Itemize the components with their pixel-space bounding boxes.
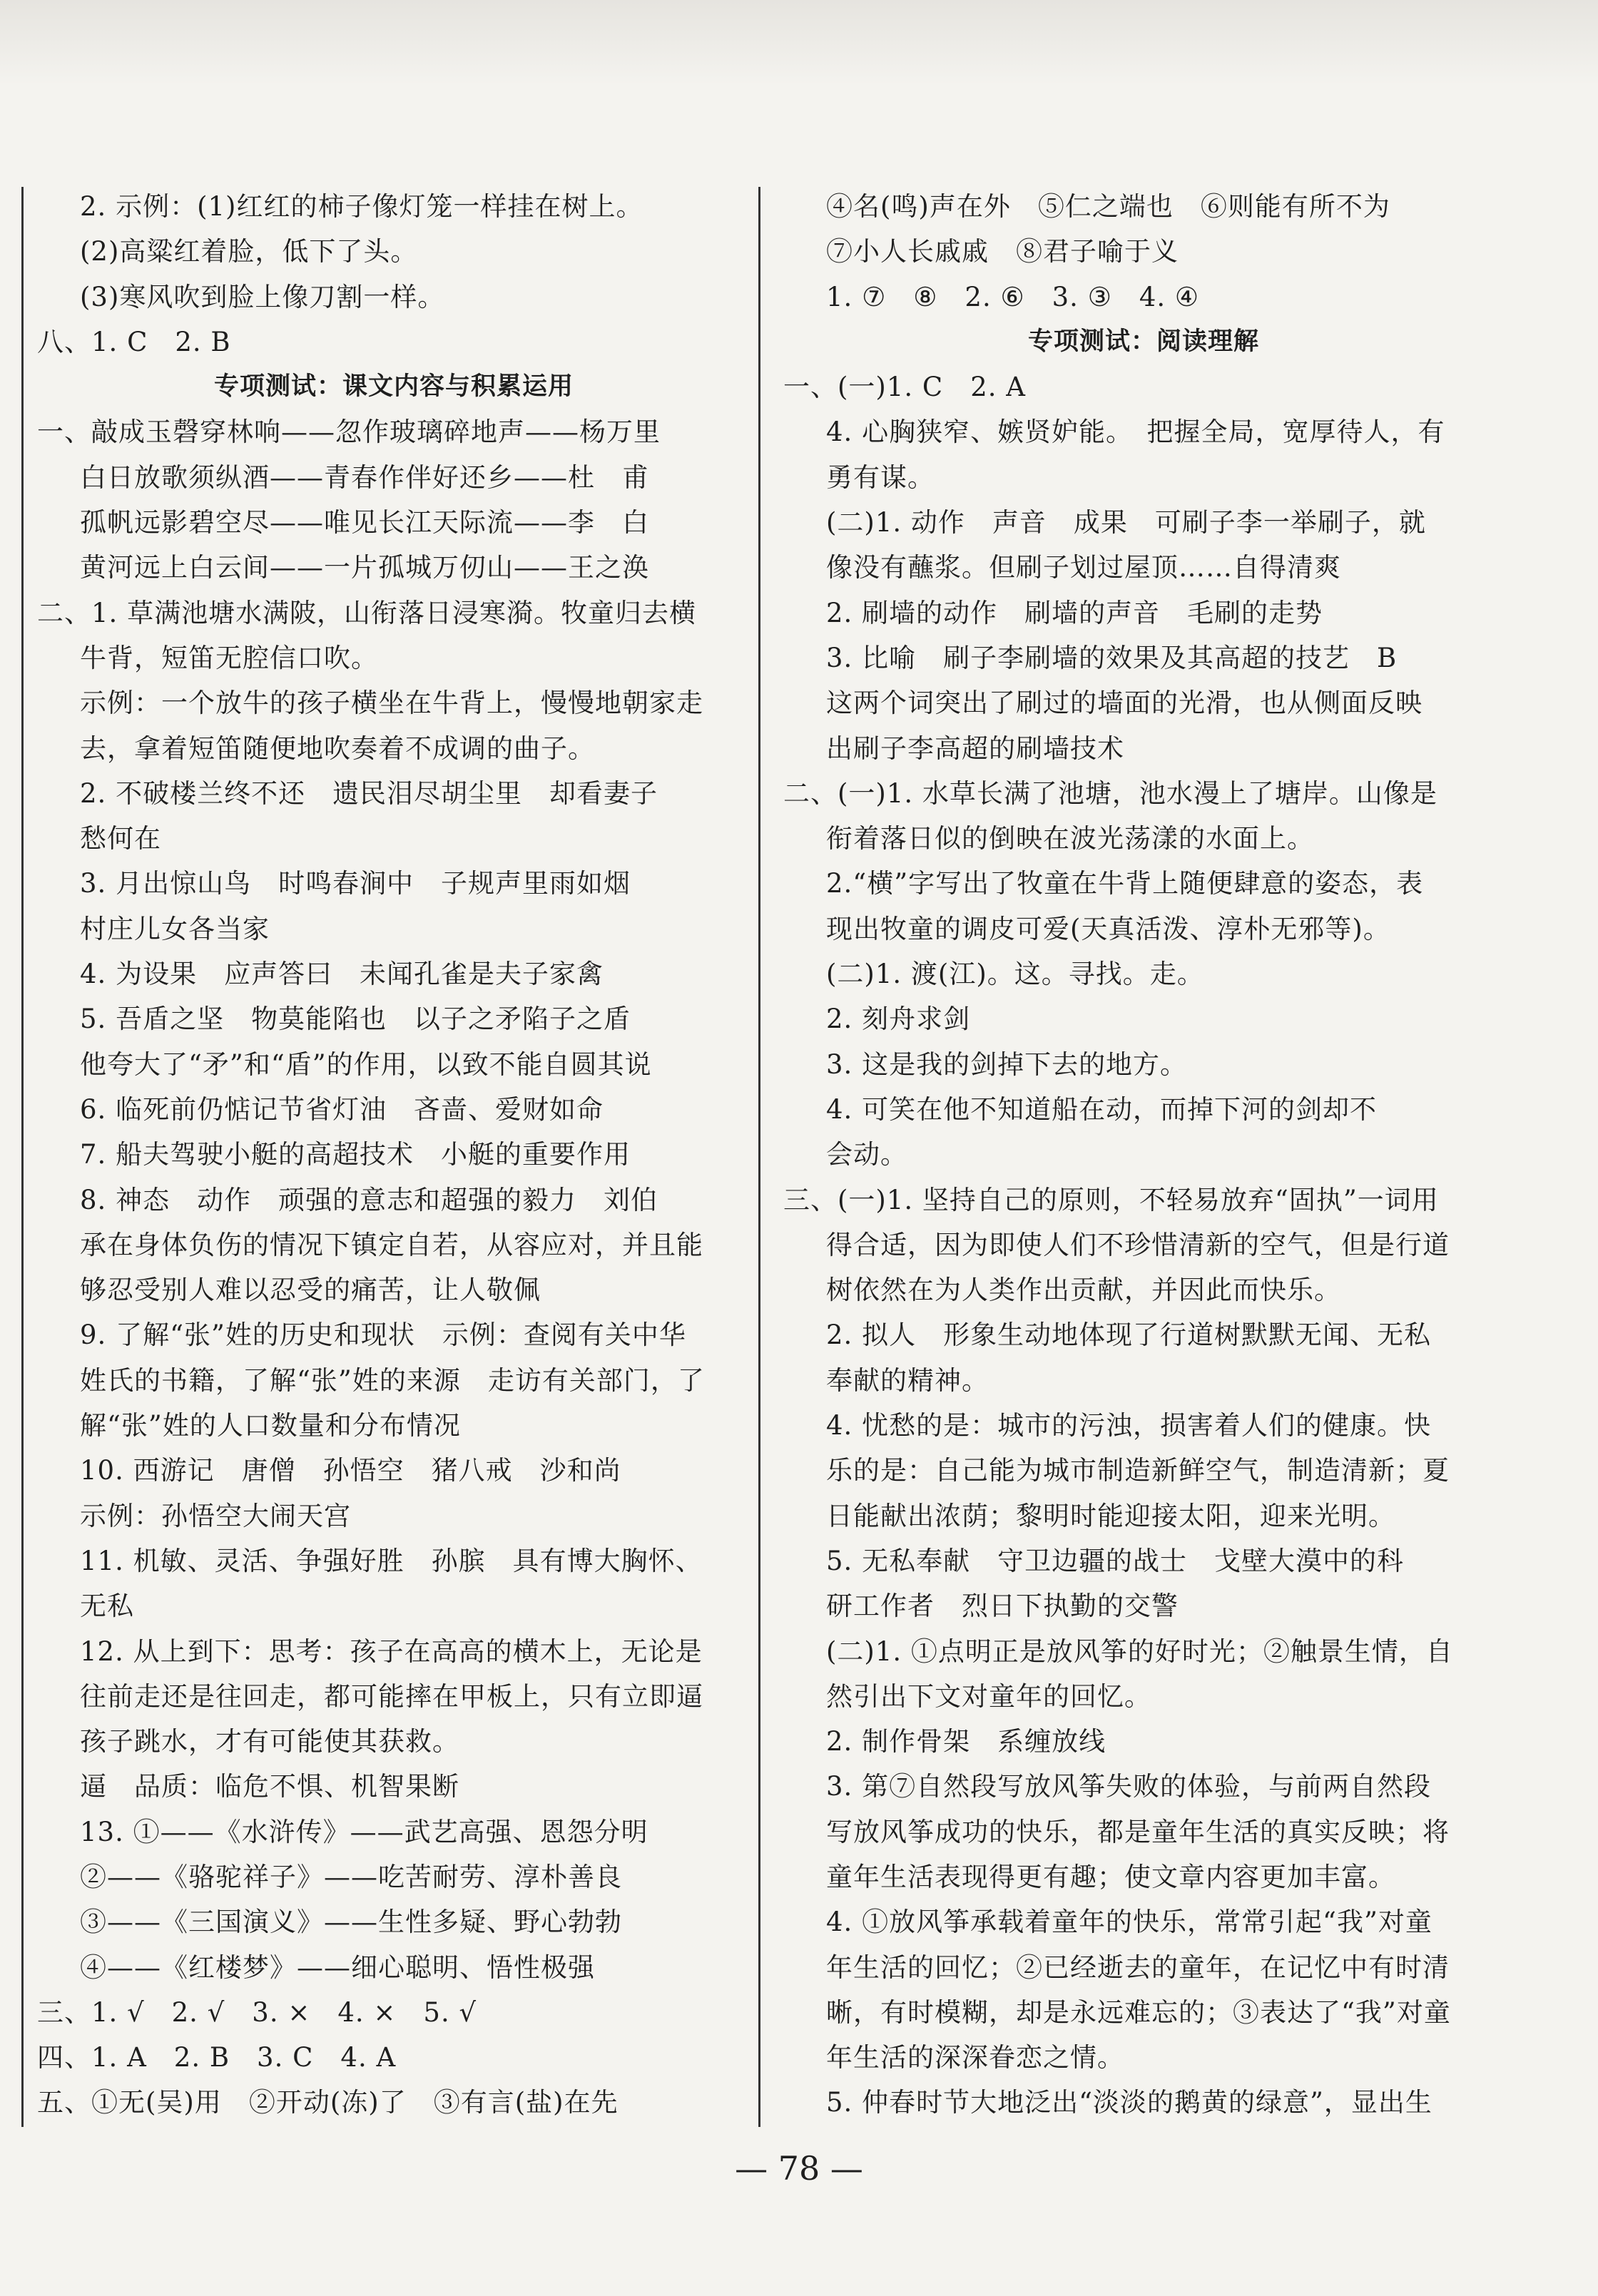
answer-line: 承在身体负伤的情况下镇定自若，从容应对，并且能 (80, 1229, 703, 1260)
answer-line: 这两个词突出了刷过的墙面的光滑，也从侧面反映 (826, 688, 1423, 719)
left-column (37, 184, 750, 2126)
answer-line: ④名(鸣)声在外 ⑤仁之端也 ⑥则能有所不为 (826, 191, 1390, 222)
answer-line: 11. 机敏、灵活、争强好胜 孙膑 具有博大胸怀、 (80, 1545, 703, 1576)
answer-line: 二、1. 草满池塘水满陂，山衔落日浸寒漪。牧童归去横 (37, 597, 697, 628)
answer-line: 2. 示例：(1)红红的柿子像灯笼一样挂在树上。 (80, 191, 643, 222)
answer-line: 一、敲成玉磬穿林响——忽作玻璃碎地声——杨万里 (37, 417, 661, 448)
answer-line: 2. 不破楼兰终不还 遗民泪尽胡尘里 却看妻子 (80, 777, 658, 809)
answer-line: 奉献的精神。 (826, 1364, 989, 1396)
section-heading: 专项测试：课文内容与积累运用 (213, 372, 574, 402)
answer-line: 4. 忧愁的是：城市的污浊，损害着人们的健康。快 (826, 1410, 1432, 1442)
answer-line: 五、①无(吴)用 ②开动(冻)了 ③有言(盐)在先 (37, 2087, 619, 2118)
answer-line: 2. 刻舟求剑 (826, 1004, 971, 1035)
answer-line: 示例：一个放牛的孩子横坐在牛背上，慢慢地朝家走 (80, 688, 703, 719)
answer-line: ③——《三国演义》——生性多疑、野心勃勃 (80, 1907, 622, 1938)
answer-line: 4. 可笑在他不知道船在动，而掉下河的剑却不 (826, 1093, 1378, 1125)
answer-line: 5. 吾盾之坚 物莫能陷也 以子之矛陷子之盾 (80, 1004, 631, 1035)
answer-line: 3. 比喻 刷子李刷墙的效果及其高超的技艺 B (826, 642, 1398, 673)
answer-line: 姓氏的书籍，了解“张”姓的来源 走访有关部门，了 (80, 1364, 705, 1396)
answer-line: 2.“横”字写出了牧童在牛背上随便肆意的姿态，表 (826, 868, 1424, 899)
answer-line: 3. 这是我的剑掉下去的地方。 (826, 1048, 1188, 1080)
answer-line: 衔着落日似的倒映在波光荡漾的水面上。 (826, 823, 1314, 854)
answer-line: (二)1. 渡(江)。这。寻找。走。 (826, 959, 1204, 990)
answer-line: 牛背，短笛无腔信口吹。 (80, 642, 378, 673)
answer-line: 3. 第⑦自然段写放风筝失败的体验，与前两自然段 (826, 1771, 1432, 1802)
answer-line: 往前走还是往回走，都可能摔在甲板上，只有立即逼 (80, 1680, 703, 1712)
section-heading: 专项测试：阅读理解 (1027, 327, 1259, 356)
answer-line: 年生活的回忆；②已经逝去的童年，在记忆中有时清 (826, 1951, 1450, 1983)
page-number: — 78 — (735, 2149, 863, 2188)
answer-line: 一、(一)1. C 2. A (783, 372, 1027, 403)
answer-line: 然引出下文对童年的回忆。 (826, 1680, 1151, 1712)
answer-line: 三、(一)1. 坚持自己的原则，不轻易放弃“固执”一词用 (783, 1184, 1439, 1215)
answer-line: 日能献出浓荫；黎明时能迎接太阳，迎来光明。 (826, 1500, 1395, 1531)
answer-line: (二)1. ①点明正是放风筝的好时光；②触景生情，自 (826, 1636, 1453, 1667)
answer-line: 7. 船夫驾驶小艇的高超技术 小艇的重要作用 (80, 1139, 631, 1170)
answer-line: 4. 为设果 应声答曰 未闻孔雀是夫子家禽 (80, 959, 604, 990)
answer-line: 3. 月出惊山鸟 时鸣春涧中 子规声里雨如烟 (80, 868, 631, 899)
answer-line: 孩子跳水，才有可能使其获救。 (80, 1726, 459, 1757)
answer-line: 9. 了解“张”姓的历史和现状 示例：查阅有关中华 (80, 1320, 686, 1351)
answer-line: (二)1. 动作 声音 成果 可刷子李一举刷子，就 (826, 507, 1426, 539)
answer-line: 得合适，因为即使人们不珍惜清新的空气，但是行道 (826, 1229, 1450, 1260)
answer-line: 像没有蘸浆。但刷子划过屋顶……自得清爽 (826, 552, 1341, 583)
answer-line: 四、1. A 2. B 3. C 4. A (37, 2042, 397, 2073)
answer-line: 村庄儿女各当家 (80, 913, 270, 944)
answer-line: 够忍受别人难以忍受的痛苦，让人敬佩 (80, 1275, 541, 1306)
answer-line: 研工作者 烈日下执勤的交警 (826, 1591, 1179, 1622)
right-column (783, 184, 1504, 2126)
answer-line: 现出牧童的调皮可爱(天真活泼、淳朴无邪等)。 (826, 913, 1390, 944)
answer-line: 5. 仲春时节大地泛出“淡淡的鹅黄的绿意”，显出生 (826, 2087, 1432, 2118)
answer-line: 树依然在为人类作出贡献，并因此而快乐。 (826, 1275, 1341, 1306)
answer-line: 12. 从上到下：思考：孩子在高高的横木上，无论是 (80, 1636, 703, 1667)
answer-line: 出刷子李高超的刷墙技术 (826, 733, 1124, 764)
answer-line: 白日放歌须纵酒——青春作伴好还乡——杜 甫 (80, 461, 649, 493)
answer-line: 写放风筝成功的快乐，都是童年生活的真实反映；将 (826, 1816, 1450, 1847)
answer-line: 5. 无私奉献 守卫边疆的战士 戈壁大漠中的科 (826, 1545, 1405, 1576)
answer-line: 黄河远上白云间——一片孤城万仞山——王之涣 (80, 552, 649, 583)
answer-line: 二、(一)1. 水草长满了池塘，池水漫上了塘岸。山像是 (783, 777, 1437, 809)
answer-line: 8. 神态 动作 顽强的意志和超强的毅力 刘伯 (80, 1184, 658, 1215)
answer-line: 孤帆远影碧空尽——唯见长江天际流——李 白 (80, 507, 649, 539)
answer-line: (3)寒风吹到脸上像刀割一样。 (80, 281, 445, 312)
answer-line: 无私 (80, 1591, 134, 1622)
answer-line: 晰，有时模糊，却是永远难忘的；③表达了“我”对童 (826, 1996, 1451, 2028)
left-margin-rule (21, 187, 24, 2127)
page-top-shading (0, 0, 1598, 86)
answer-line: 乐的是：自己能为城市制造新鲜空气，制造清新；夏 (826, 1455, 1450, 1486)
answer-line: 童年生活表现得更有趣；使文章内容更加丰富。 (826, 1861, 1395, 1892)
answer-line: 他夸大了“矛”和“盾”的作用，以致不能自圆其说 (80, 1048, 652, 1080)
answer-line: 愁何在 (80, 823, 161, 854)
answer-line: 去，拿着短笛随便地吹奏着不成调的曲子。 (80, 733, 595, 764)
answer-line: 勇有谋。 (826, 461, 935, 493)
column-divider-rule (758, 187, 760, 2127)
answer-line: 解“张”姓的人口数量和分布情况 (80, 1410, 461, 1442)
answer-line: 13. ①——《水浒传》——武艺高强、恩怨分明 (80, 1816, 648, 1847)
answer-line: 逼 品质：临危不惧、机智果断 (80, 1771, 459, 1802)
answer-line: ⑦小人长戚戚 ⑧君子喻于义 (826, 236, 1179, 267)
answer-line: (2)高粱红着脸，低下了头。 (80, 236, 418, 267)
answer-line: 6. 临死前仍惦记节省灯油 吝啬、爱财如命 (80, 1093, 604, 1125)
answer-line: ④——《红楼梦》——细心聪明、悟性极强 (80, 1951, 595, 1983)
answer-line: 1. ⑦ ⑧ 2. ⑥ 3. ③ 4. ④ (826, 281, 1200, 312)
answer-line: 会动。 (826, 1139, 907, 1170)
answer-line: 4. 心胸狭窄、嫉贤妒能。 把握全局，宽厚待人，有 (826, 417, 1445, 448)
answer-line: 八、1. C 2. B (37, 326, 231, 357)
answer-line: 2. 刷墙的动作 刷墙的声音 毛刷的走势 (826, 597, 1323, 628)
answer-line: 年生活的深深眷恋之情。 (826, 2042, 1124, 2073)
answer-line: 三、1. √ 2. √ 3. × 4. × 5. √ (37, 1996, 477, 2028)
answer-line: 2. 拟人 形象生动地体现了行道树默默无闻、无私 (826, 1320, 1432, 1351)
answer-line: 10. 西游记 唐僧 孙悟空 猪八戒 沙和尚 (80, 1455, 621, 1486)
answer-line: 2. 制作骨架 系缠放线 (826, 1726, 1106, 1757)
answer-line: 4. ①放风筝承载着童年的快乐，常常引起“我”对童 (826, 1907, 1432, 1938)
answer-line: ②——《骆驼祥子》——吃苦耐劳、淳朴善良 (80, 1861, 622, 1892)
answer-line: 示例：孙悟空大闹天宫 (80, 1500, 351, 1531)
